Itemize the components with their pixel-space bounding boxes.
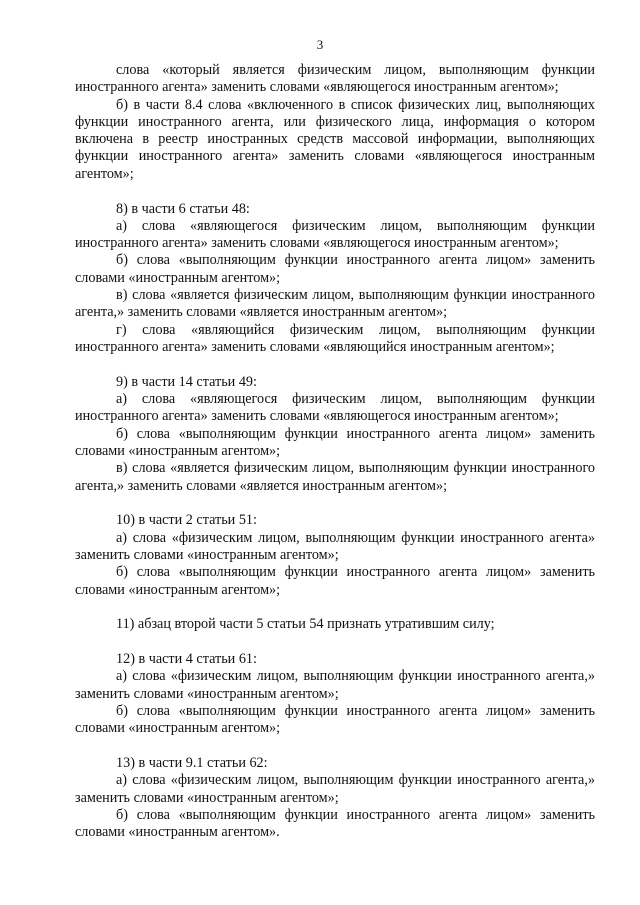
section-gap [75, 599, 595, 617]
section-gap [75, 634, 595, 652]
paragraph-item-b: б) слова «выполняющим функции иностранного агента лицом» заменить словами «иностранным агентом»; [75, 252, 595, 286]
paragraph-item-a: а) слова «физическим лицом, выполняющим функции иностранного агента» заменить словами «иностранным агентом»; [75, 529, 595, 563]
paragraph-item-g: г) слова «являющийся физическим лицом, выполняющим функции иностранного агента» заменить словами «являющийся иностранным агентом»; [75, 321, 595, 355]
section-gap [75, 356, 595, 374]
paragraph-item-a: а) слова «физическим лицом, выполняющим функции иностранного агента,» заменить словами «иностранным агентом»; [75, 772, 595, 806]
section-heading-11: 11) абзац второй части 5 статьи 54 признать утратившим силу; [116, 616, 495, 633]
document-body [75, 62, 595, 842]
section-gap [75, 183, 595, 201]
paragraph-item-a: а) слова «являющегося физическим лицом, выполняющим функции иностранного агента» заменить словами «являющегося иностранным агентом»; [75, 391, 595, 425]
paragraph-item-v: в) слова «является физическим лицом, выполняющим функции иностранного агента,» заменить словами «является иностранным агентом»; [75, 460, 595, 494]
section-gap [75, 738, 595, 756]
paragraph-item-b: б) слова «выполняющим функции иностранного агента лицом» заменить словами «иностранным агентом»; [75, 703, 595, 737]
paragraph-item-a: а) слова «физическим лицом, выполняющим функции иностранного агента,» заменить словами «иностранным агентом»; [75, 668, 595, 702]
section-heading-12: 12) в части 4 статьи 61: [116, 651, 257, 668]
paragraph-item-b: б) в части 8.4 слова «включенного в список физических лиц, выполняющих функции иностранного агента, или физического лица, информация о котором включена в реестр иностранных средств массовой информации, выполняющих функции иностранного агента» заменить словами «являющегося иностранным агентом»; [75, 96, 595, 182]
paragraph-item-v: в) слова «является физическим лицом, выполняющим функции иностранного агента,» заменить словами «является иностранным агентом»; [75, 287, 595, 321]
section-heading-10: 10) в части 2 статьи 51: [116, 512, 257, 529]
section-heading-9: 9) в части 14 статьи 49: [116, 373, 257, 390]
section-heading-8: 8) в части 6 статьи 48: [116, 200, 250, 217]
section-heading-13: 13) в части 9.1 статьи 62: [116, 755, 268, 772]
paragraph-item-b: б) слова «выполняющим функции иностранного агента лицом» заменить словами «иностранным агентом»; [75, 564, 595, 598]
paragraph-continuation: слова «который является физическим лицом, выполняющим функции иностранного агента» заменить словами «являющегося иностранным агентом»; [75, 62, 595, 96]
page-number: 3 [316, 37, 324, 52]
paragraph-item-a: а) слова «являющегося физическим лицом, выполняющим функции иностранного агента» заменить словами «являющегося иностранным агентом»; [75, 217, 595, 252]
paragraph-item-b: б) слова «выполняющим функции иностранного агента лицом» заменить словами «иностранным агентом»; [75, 425, 595, 459]
paragraph-item-b: б) слова «выполняющим функции иностранного агента лицом» заменить словами «иностранным агентом». [75, 806, 595, 841]
section-gap [75, 495, 595, 513]
